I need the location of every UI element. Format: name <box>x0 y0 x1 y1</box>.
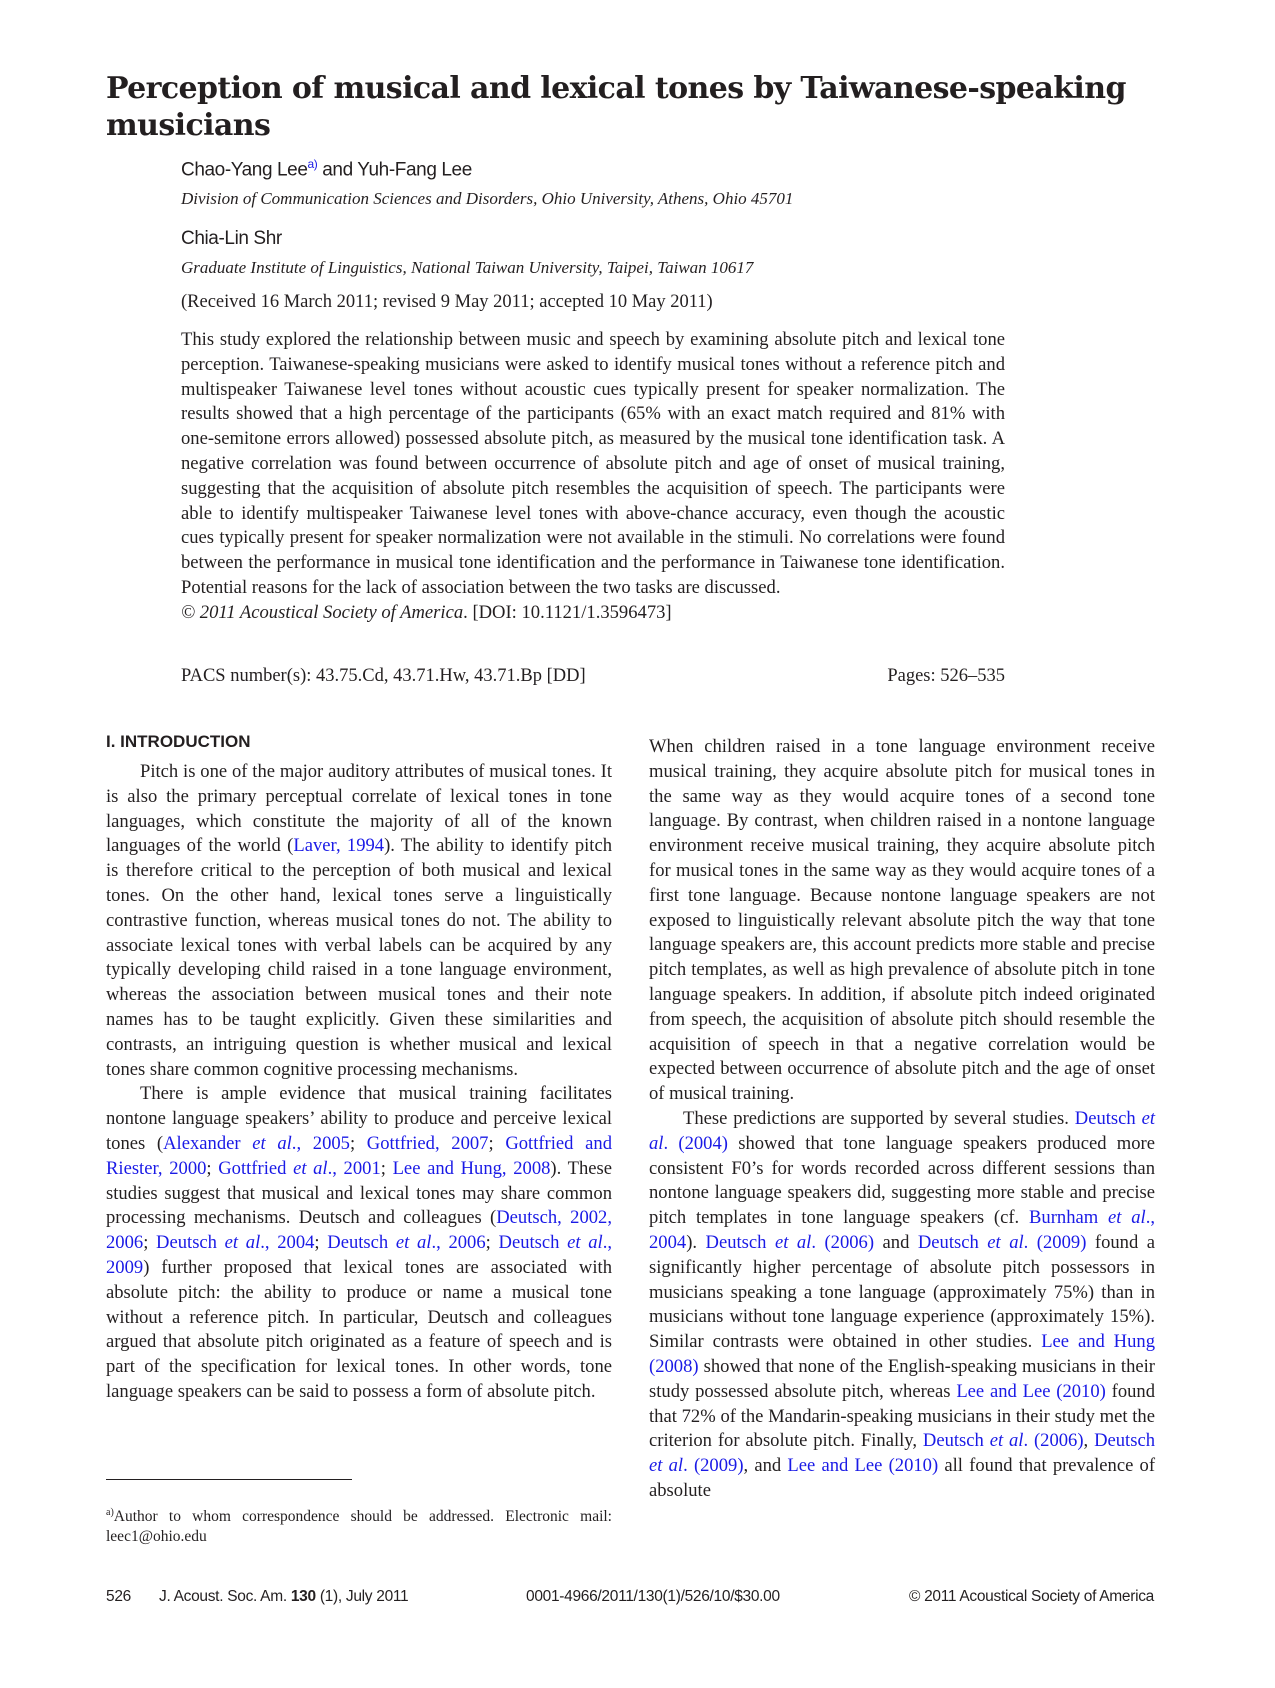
citation-link[interactable]: ., 2001 <box>327 1157 381 1179</box>
citation-link[interactable]: Deutsch <box>327 1232 396 1254</box>
author-name: and Yuh-Fang Lee <box>317 159 472 181</box>
citation-link[interactable]: et al <box>987 1231 1024 1253</box>
paragraph-text: ; <box>349 1132 367 1154</box>
paragraph-text: ; <box>485 1232 499 1254</box>
citation-link[interactable]: et al <box>1108 1207 1146 1229</box>
author-name: Chia-Lin Shr <box>181 228 282 249</box>
received-dates: (Received 16 March 2011; revised 9 May 2011; accepted 10 May 2011) <box>181 292 713 312</box>
paragraph-text: ; <box>314 1232 328 1254</box>
paragraph-text: ; <box>206 1157 219 1179</box>
footnote-link[interactable]: a) <box>307 157 318 171</box>
journal-name: J. Acoust. Soc. Am. <box>159 1588 291 1605</box>
citation-link[interactable]: et al <box>252 1132 292 1154</box>
citation-link[interactable]: ., 2006 <box>431 1232 486 1254</box>
paragraph-text: ; <box>143 1232 157 1254</box>
paragraph-text: , <box>1083 1430 1095 1452</box>
pacs-line <box>181 666 1005 687</box>
citation-link[interactable]: et al <box>989 1430 1024 1452</box>
paragraph-text: There is ample evidence that musical training facilitates nontone language speakers’ ability to produce and perceive lexical tones ( <box>106 1083 612 1154</box>
paper-title: Perception of musical and lexical tones by Taiwanese-speaking musicians <box>106 71 1126 143</box>
paragraph-text: Pitch is one of the major auditory attributes of musical tones. It is also the primary perceptual correlate of lexical tones in tone languages, which constitute the majority of all of the known languages of the world ( <box>106 761 612 857</box>
paragraph-text: ) further proposed that lexical tones are associated with absolute pitch: the ability to produce or name a musical tone without a reference pitch. In particular, Deutsch and colleagues argued that absolute pitch originated as a feature of speech and is part of the specification for lexical tones. In other words, tone language speakers can be said to possess a form of absolute pitch. <box>106 1256 612 1402</box>
paragraph <box>649 735 1155 1107</box>
author-line-1 <box>181 157 472 181</box>
citation-link[interactable]: et al <box>567 1232 603 1254</box>
section-heading: I. INTRODUCTION <box>106 732 251 751</box>
citation-link[interactable]: et al <box>774 1231 812 1253</box>
paragraph-text: ; <box>488 1132 506 1154</box>
right-paragraphs <box>649 735 1155 1504</box>
citation-link[interactable]: Deutsch <box>1074 1107 1142 1129</box>
paragraph <box>649 1107 1155 1504</box>
journal-issue: (1), July 2011 <box>315 1588 409 1605</box>
citation-link[interactable]: Deutsch <box>1094 1430 1155 1452</box>
affiliation-1: Division of Communication Sciences and Disorders, Ohio University, Athens, Ohio 45701 <box>181 189 794 208</box>
journal-volume: 130 <box>290 1588 316 1605</box>
citation-link[interactable]: Lee and Lee (2010) <box>787 1455 939 1477</box>
page-number: 526 <box>106 1588 131 1605</box>
citation-link[interactable]: Burnham <box>1029 1207 1109 1229</box>
citation-link[interactable]: et al <box>649 1455 684 1477</box>
citation-link[interactable]: Deutsch <box>922 1430 990 1452</box>
citation-link[interactable]: . (2006) <box>811 1231 875 1253</box>
abstract <box>181 328 1005 626</box>
citation-link[interactable]: et al <box>224 1232 261 1254</box>
citation-link[interactable]: et al <box>293 1157 328 1179</box>
pacs-numbers: PACS number(s): 43.75.Cd, 43.71.Hw, 43.71.Bp [DD] <box>181 666 586 686</box>
paragraph-text: found that 72% of the Mandarin-speaking musicians in their study met the criterion for absolute pitch. Finally, <box>649 1380 1156 1452</box>
paragraph-text: ; <box>380 1157 393 1179</box>
journal-citation <box>159 1588 408 1606</box>
left-column <box>106 730 612 1405</box>
affiliation-2: Graduate Institute of Linguistics, National Taiwan University, Taipei, Taiwan 10617 <box>181 258 754 277</box>
citation-link[interactable]: Gottfried, 2007 <box>366 1132 489 1154</box>
paragraph <box>106 760 612 1082</box>
citation-link[interactable]: Gottfried <box>218 1157 294 1179</box>
footnote-divider <box>106 1479 352 1480</box>
citation-link[interactable]: Deutsch <box>156 1232 225 1254</box>
citation-link[interactable]: . (2004) <box>663 1132 728 1154</box>
citation-link[interactable]: ., 2004 <box>649 1207 1156 1253</box>
left-paragraphs <box>106 760 612 1405</box>
abstract-doi: . [DOI: 10.1121/1.3596473] <box>463 601 672 623</box>
paragraph-text: ). The ability to identify pitch is therefore critical to the perception of both musical and lexical tones. On the other hand, lexical tones serve a linguistically contrastive function, whereas musical tones do not. The ability to associate lexical tones with verbal labels can be acquired by any typically developing child raised in a tone language environment, whereas the association between musical tones and their note names has to be taught explicitly. Given these similarities and contrasts, an intriguing question is whether musical and lexical tones share common cognitive processing mechanisms. <box>106 835 613 1080</box>
citation-link[interactable]: Deutsch, 2002, 2006 <box>106 1207 612 1254</box>
citation-link[interactable]: Deutsch <box>705 1231 775 1253</box>
paragraph-text: and <box>874 1231 918 1253</box>
citation-link[interactable]: . (2009) <box>1023 1231 1087 1253</box>
abstract-copyright: © 2011 Acoustical Society of America <box>181 601 464 623</box>
citation-link[interactable]: Laver, 1994 <box>293 835 385 857</box>
article-code: 0001-4966/2011/130(1)/526/10/$30.00 <box>526 1588 780 1605</box>
footnote-text: Author to whom correspondence should be addressed. Electronic mail: leec1@ohio.edu <box>106 1508 612 1546</box>
citation-link[interactable]: ., 2004 <box>260 1232 315 1254</box>
paragraph-text: When children raised in a tone language environment receive musical training, they acquire absolute pitch for musical tones in the same way as they would acquire tones of a second tone language. By contrast, when children raised in a nontone language environment receive musical training, they acquire absolute pitch for musical tones in the same way as they would acquire tones of a first tone language. Because nontone language speakers are not exposed to linguistically relevant absolute pitch the way that tone language speakers are, this account predicts more stable and precise pitch templates, as well as high prevalence of absolute pitch in tone language speakers. In addition, if absolute pitch indeed originated from speech, the acquisition of absolute pitch should resemble the acquisition of speech in that a negative correlation would be expected between occurrence of absolute pitch and the age of onset of musical training. <box>649 736 1155 1105</box>
paragraph-text: all found that prevalence of absolute <box>649 1455 1156 1501</box>
citation-link[interactable]: Lee and Lee (2010) <box>956 1380 1106 1402</box>
citation-link[interactable]: ., 2009 <box>106 1232 613 1278</box>
citation-link[interactable]: Gottfried and Riester, 2000 <box>106 1132 612 1179</box>
paragraph-text: ). <box>686 1231 706 1253</box>
citation-link[interactable]: . (2006) <box>1023 1430 1084 1452</box>
page-range: Pages: 526–535 <box>887 666 1005 686</box>
footnote <box>106 1503 612 1547</box>
citation-link[interactable]: Alexander <box>163 1132 253 1154</box>
citation-link[interactable]: ., 2005 <box>291 1132 350 1154</box>
paragraph-text: These predictions are supported by several studies. <box>683 1107 1075 1129</box>
paragraph-text: showed that tone language speakers produced more consistent F0’s for words recorded across different sessions than nontone language speakers did, suggesting more stable and precise pitch templates in tone language speakers (cf. <box>649 1132 1155 1229</box>
paragraph-text: showed that none of the English-speaking musicians in their study possessed absolute pitch, whereas <box>649 1355 1155 1402</box>
abstract-text: This study explored the relationship between music and speech by examining absolute pitch and lexical tone perception. Taiwanese-speaking musicians were asked to identify musical tones without a reference pitch and multispeaker Taiwanese level tones without acoustic cues typically present for speaker normalization. The results showed that a high percentage of the participants (65% with an exact match required and 81% with one-semitone errors allowed) possessed absolute pitch, as measured by the musical tone identification task. A negative correlation was found between occurrence of absolute pitch and age of onset of musical training, suggesting that the acquisition of absolute pitch resembles the acquisition of speech. The participants were able to identify multispeaker Taiwanese level tones with above-chance accuracy, even though the acoustic cues typically present for speaker normalization were not available in the stimuli. No correlations were found between the performance in musical tone identification and the performance in Taiwanese tone identification. Potential reasons for the lack of association between the two tasks are discussed. <box>181 329 1005 598</box>
author-name: Chao-Yang Lee <box>181 159 308 181</box>
citation-link[interactable]: Lee and Hung (2008) <box>649 1331 1155 1377</box>
citation-link[interactable]: et al <box>649 1107 1155 1154</box>
citation-link[interactable]: Deutsch <box>917 1231 988 1253</box>
paragraph-text: ). These studies suggest that musical and lexical tones may share common processing mechanisms. Deutsch and colleagues ( <box>106 1157 612 1229</box>
footer-copyright: © 2011 Acoustical Society of America <box>908 1588 1154 1605</box>
citation-link[interactable]: . (2009) <box>683 1455 744 1477</box>
paragraph <box>106 1082 612 1404</box>
citation-link[interactable]: et al <box>395 1232 432 1254</box>
citation-link[interactable]: Deutsch <box>498 1232 568 1254</box>
right-column <box>649 735 1155 1504</box>
footnote-mark: a) <box>106 1507 114 1518</box>
author-line-2 <box>181 228 282 250</box>
paragraph-text: found a significantly higher percentage of absolute pitch possessors in musicians speaking a tone language (approximately 75%) than in musicians without tone language experience (approximately 15%). Similar contrasts were obtained in other studies. <box>649 1231 1156 1353</box>
paragraph-text: , and <box>743 1455 788 1477</box>
citation-link[interactable]: Lee and Hung, 2008 <box>392 1157 551 1179</box>
